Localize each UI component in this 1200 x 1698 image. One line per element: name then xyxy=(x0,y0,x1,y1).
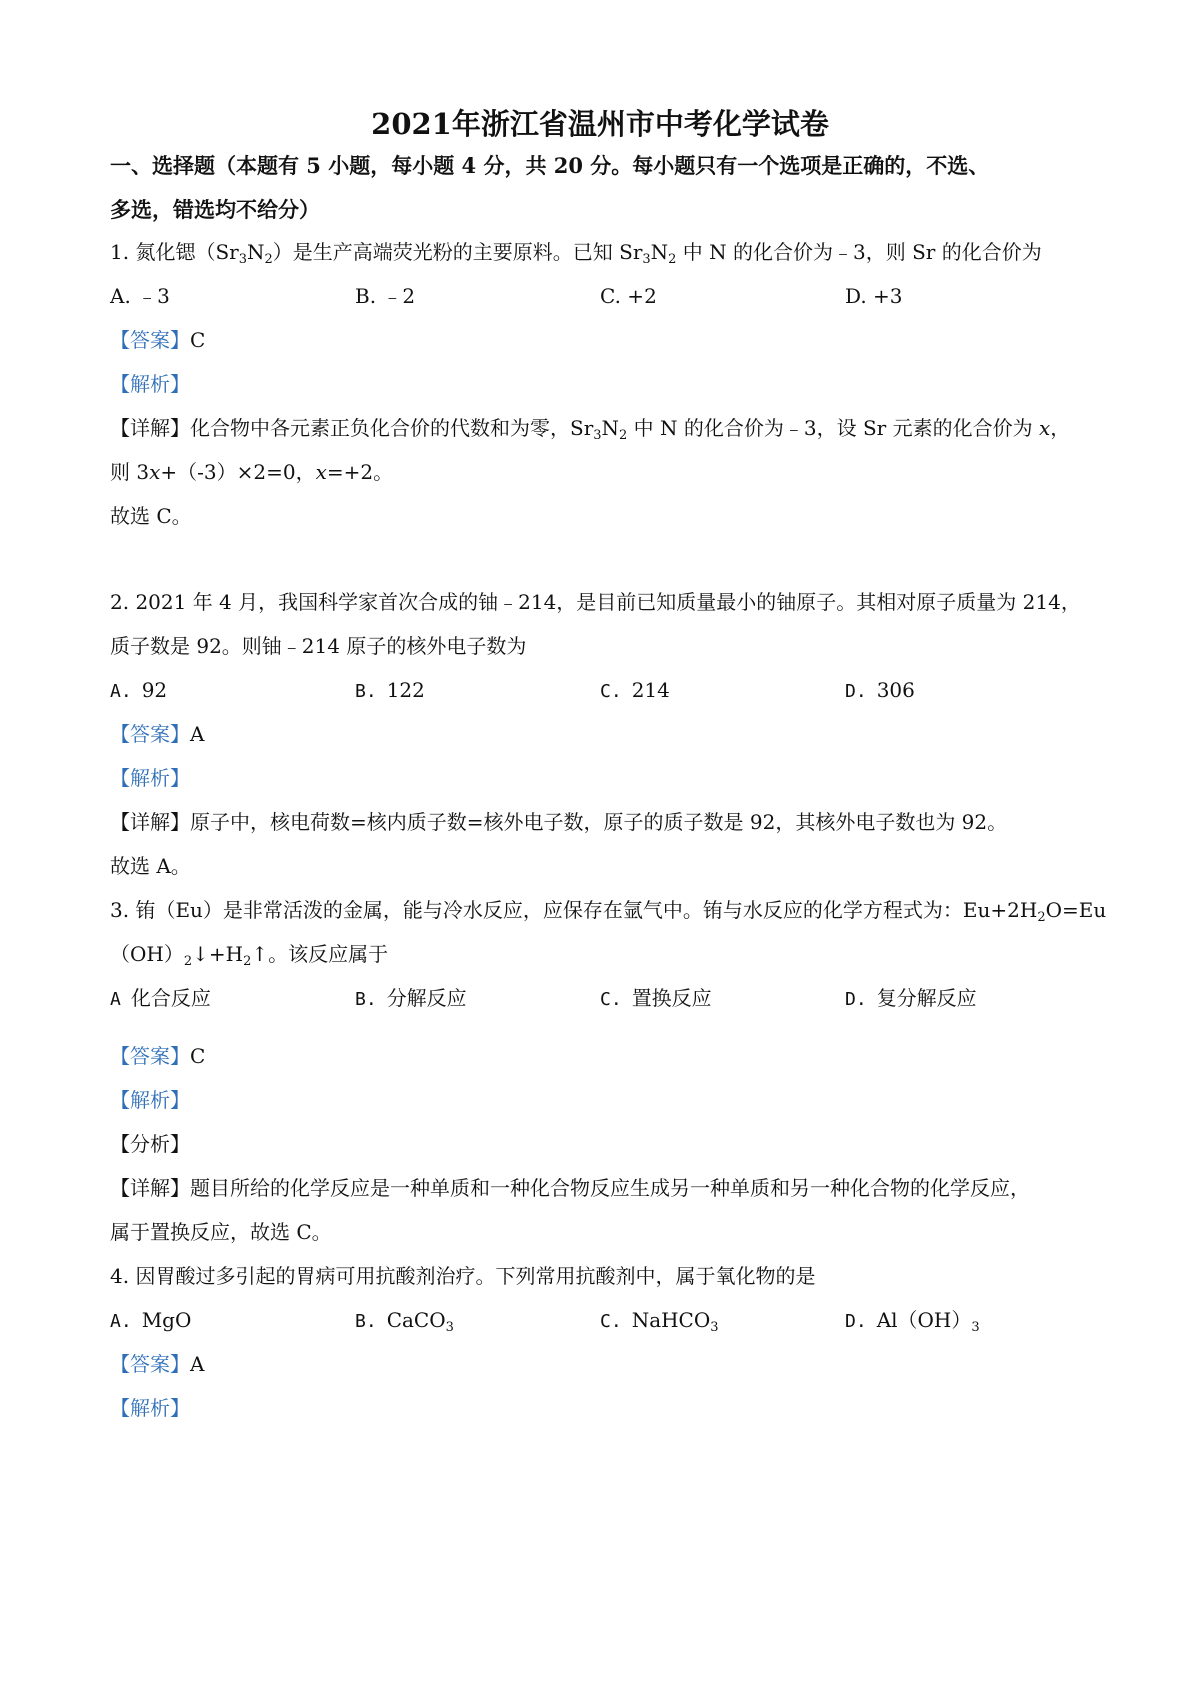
q1-option-b[interactable]: B. ﹣2 xyxy=(355,284,416,308)
q1-detail: 【详解】化合物中各元素正负化合价的代数和为零，$Sr_3N_2$ 中 N 的化合价为﹣3，设 Sr 元素的化合价为 x， xyxy=(110,416,1071,443)
section-heading-line2: 多选，错选均不给分） xyxy=(110,197,320,222)
answer-label: 【答案】 xyxy=(110,722,190,746)
q2-detail: 【详解】原子中，核电荷数=核内质子数=核外电子数，原子的质子数是 92，其核外电子数也为 92。 xyxy=(110,810,1008,834)
q2-answer: 【答案】A xyxy=(110,722,205,746)
q1-option-a[interactable]: A. ﹣3 xyxy=(110,284,170,308)
q4-analysis-label: 【解析】 xyxy=(110,1396,190,1420)
section-heading-line1: 一、选择题（本题有 5 小题，每小题 4 分，共 20 分。每小题只有一个选项是正确的，不选、 xyxy=(110,153,990,178)
q3-option-b[interactable]: B. 分解反应 xyxy=(355,986,467,1010)
q2-option-a[interactable]: A. 92 xyxy=(110,678,168,702)
q3-stem-line1: 3. 铕（Eu）是非常活泼的金属，能与冷水反应，应保存在氩气中。铕与水反应的化学方程式为：$Eu+2H_2O=Eu$ xyxy=(110,898,1107,925)
q3-detail-line1: 【详解】题目所给的化学反应是一种单质和一种化合物反应生成另一种单质和另一种化合物的化学反应， xyxy=(110,1176,1030,1200)
q1-analysis-label: 【解析】 xyxy=(110,372,190,396)
q3-fenxi-label: 【分析】 xyxy=(110,1132,190,1156)
q4-option-a[interactable]: A. MgO xyxy=(110,1308,192,1332)
q3-answer: 【答案】C xyxy=(110,1044,206,1068)
q4-option-c[interactable]: C. NaHCO$_3$ xyxy=(600,1308,719,1335)
q4-option-b[interactable]: B. CaCO$_3$ xyxy=(355,1308,454,1335)
q3-detail-line2: 属于置换反应，故选 C。 xyxy=(110,1220,332,1244)
q2-option-d[interactable]: D. 306 xyxy=(845,678,915,702)
q3-stem-line2: $(OH)_2↓+H_2↑$。该反应属于 xyxy=(110,942,389,969)
q2-option-b[interactable]: B. 122 xyxy=(355,678,425,702)
q3-option-d[interactable]: D. 复分解反应 xyxy=(845,986,977,1010)
answer-label: 【答案】 xyxy=(110,328,190,352)
q3-option-c[interactable]: C. 置换反应 xyxy=(600,986,712,1010)
q1-option-c[interactable]: C. +2 xyxy=(600,284,657,308)
q1-detail-equation: 则 3x+（-3）×2=0，x=+2。 xyxy=(110,460,394,484)
q1-answer: 【答案】C xyxy=(110,328,206,352)
q4-stem: 4. 因胃酸过多引起的胃病可用抗酸剂治疗。下列常用抗酸剂中，属于氧化物的是 xyxy=(110,1264,816,1288)
q1-stem: 1. 氮化锶$(Sr_3N_2)$是生产高端荧光粉的主要原料。已知 $Sr_3N_2$ 中 N 的化合价为﹣3，则 Sr 的化合价为 xyxy=(110,240,1042,267)
q2-conclusion: 故选 A。 xyxy=(110,854,191,878)
q2-stem-line2: 质子数是 92。则铀﹣214 原子的核外电子数为 xyxy=(110,634,527,658)
q1-option-d[interactable]: D. +3 xyxy=(845,284,903,308)
q2-analysis-label: 【解析】 xyxy=(110,766,190,790)
q3-option-a[interactable]: A 化合反应 xyxy=(110,986,211,1010)
q4-option-d[interactable]: D. $Al(OH)_3$ xyxy=(845,1308,980,1335)
q3-analysis-label: 【解析】 xyxy=(110,1088,190,1112)
q4-answer: 【答案】A xyxy=(110,1352,205,1376)
page-title: 2021年浙江省温州市中考化学试卷 xyxy=(371,107,829,141)
q2-stem-line1: 2. 2021 年 4 月，我国科学家首次合成的铀﹣214，是目前已知质量最小的铀原子。其相对原子质量为 214， xyxy=(110,590,1081,614)
q1-conclusion: 故选 C。 xyxy=(110,504,192,528)
answer-label: 【答案】 xyxy=(110,1044,190,1068)
q2-option-c[interactable]: C. 214 xyxy=(600,678,670,702)
answer-label: 【答案】 xyxy=(110,1352,190,1376)
